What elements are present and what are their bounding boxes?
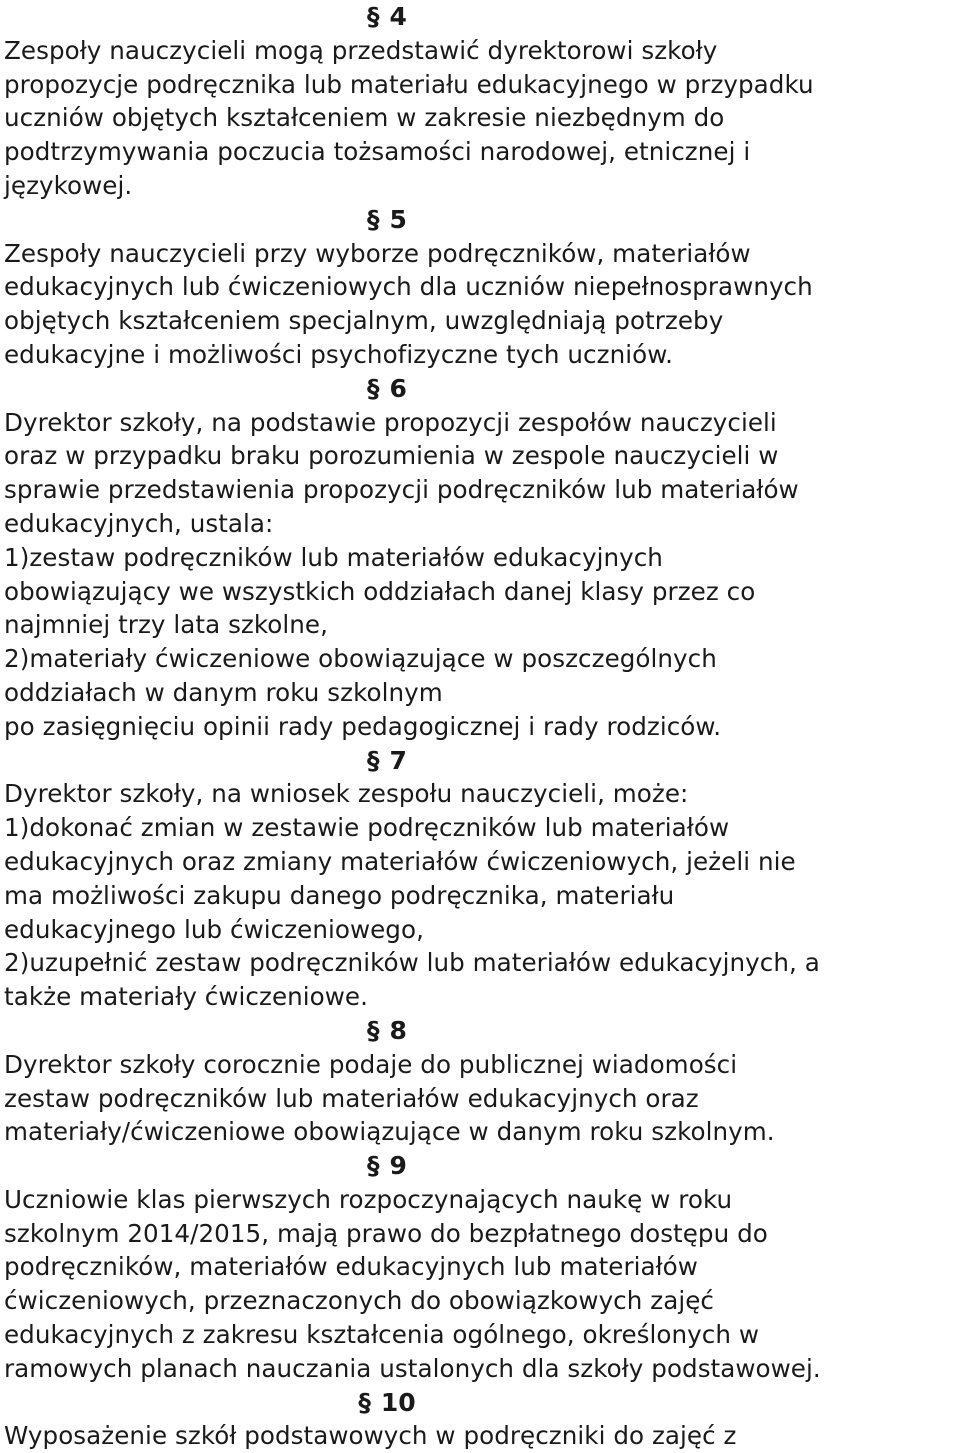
text-line: ramowych planach nauczania ustalonych dla szkoły podstawowej. (4, 1353, 821, 1383)
section-symbol: § (367, 373, 380, 403)
text-line: zestaw podręczników lub materiałów edukacyjnych oraz (4, 1083, 699, 1113)
text-line: edukacyjnego lub ćwiczeniowego, (4, 914, 424, 944)
section-heading (4, 1149, 960, 1183)
section-number: 9 (389, 1151, 407, 1181)
text-line: po zasięgnięciu opinii rady pedagogicznej i rady rodziców. (4, 711, 722, 741)
text-line: oraz w przypadku braku porozumienia w zespole nauczycieli w (4, 441, 779, 471)
text-line: podtrzymywania poczucia tożsamości narodowej, etnicznej i (4, 137, 751, 167)
section-number: 6 (389, 373, 407, 403)
paragraph-section-9 (4, 1149, 960, 1386)
section-heading (4, 372, 960, 406)
list-item-line: 2)uzupełnić zestaw podręczników lub materiałów edukacyjnych, a (4, 948, 820, 978)
list-item-line: 2)materiały ćwiczeniowe obowiązujące w poszczególnych (4, 644, 717, 674)
text-line: Dyrektor szkoły, na wniosek zespołu nauczycieli, może: (4, 779, 689, 809)
text-line: najmniej trzy lata szkolne, (4, 610, 328, 640)
text-line: edukacyjnych oraz zmiany materiałów ćwiczeniowych, jeżeli nie (4, 846, 796, 876)
text-line: obowiązujący we wszystkich oddziałach danej klasy przez co (4, 576, 756, 606)
text-line: Dyrektor szkoły, na podstawie propozycji zespołów nauczycieli (4, 407, 777, 437)
section-heading (4, 1014, 960, 1048)
text-line: materiały/ćwiczeniowe obowiązujące w danym roku szkolnym. (4, 1117, 775, 1147)
list-item-line: 1)dokonać zmian w zestawie podręczników lub materiałów (4, 813, 730, 843)
document-page (4, 0, 960, 1453)
section-symbol: § (367, 1015, 380, 1045)
section-heading (4, 744, 960, 778)
text-line: edukacyjne i możliwości psychofizyczne tych uczniów. (4, 339, 673, 369)
text-line: objętych kształceniem specjalnym, uwzględniają potrzeby (4, 306, 724, 336)
section-number: 7 (389, 745, 407, 775)
section-number: 5 (389, 204, 407, 234)
section-symbol: § (367, 745, 380, 775)
text-line: edukacyjnych z zakresu kształcenia ogólnego, określonych w (4, 1320, 760, 1350)
text-line: propozycje podręcznika lub materiału edukacyjnego w przypadku (4, 69, 814, 99)
text-line: edukacyjnych lub ćwiczeniowych dla uczniów niepełnosprawnych (4, 272, 813, 302)
text-line: oddziałach w danym roku szkolnym (4, 677, 443, 707)
text-line: ćwiczeniowych, przeznaczonych do obowiązkowych zajęć (4, 1286, 714, 1316)
text-line: Zespoły nauczycieli przy wyborze podręczników, materiałów (4, 238, 751, 268)
section-heading (4, 203, 960, 237)
section-symbol: § (358, 1387, 371, 1417)
paragraph-section-7 (4, 744, 960, 1014)
text-line: sprawie przedstawienia propozycji podręczników lub materiałów (4, 475, 799, 505)
text-line: ma możliwości zakupu danego podręcznika, materiału (4, 880, 675, 910)
text-line: Uczniowie klas pierwszych rozpoczynających naukę w roku (4, 1184, 733, 1214)
section-number: 8 (389, 1015, 407, 1045)
paragraph-section-5 (4, 203, 960, 372)
list-item-line: 1)zestaw podręczników lub materiałów edukacyjnych (4, 542, 663, 572)
text-line: Wyposażenie szkół podstawowych w podręczniki do zajęć z (4, 1421, 737, 1451)
text-line: językowej. (4, 170, 133, 200)
section-number: 4 (389, 2, 407, 31)
section-symbol: § (367, 2, 380, 31)
text-line: uczniów objętych kształceniem w zakresie niezbędnym do (4, 103, 725, 133)
section-number: 10 (380, 1387, 416, 1417)
paragraph-section-8 (4, 1014, 960, 1149)
text-line: także materiały ćwiczeniowe. (4, 982, 368, 1012)
text-line: Zespoły nauczycieli mogą przedstawić dyrektorowi szkoły (4, 35, 718, 65)
text-line: Dyrektor szkoły corocznie podaje do publicznej wiadomości (4, 1049, 738, 1079)
text-line: szkolnym 2014/2015, mają prawo do bezpłatnego dostępu do (4, 1218, 768, 1248)
section-symbol: § (367, 204, 380, 234)
paragraph-section-4 (4, 0, 960, 203)
section-heading (4, 0, 960, 34)
section-symbol: § (367, 1151, 380, 1181)
text-line: podręczników, materiałów edukacyjnych lub materiałów (4, 1252, 698, 1282)
paragraph-section-6 (4, 372, 960, 744)
section-heading (4, 1386, 960, 1420)
text-line: edukacyjnych, ustala: (4, 508, 274, 538)
paragraph-section-10 (4, 1386, 960, 1453)
